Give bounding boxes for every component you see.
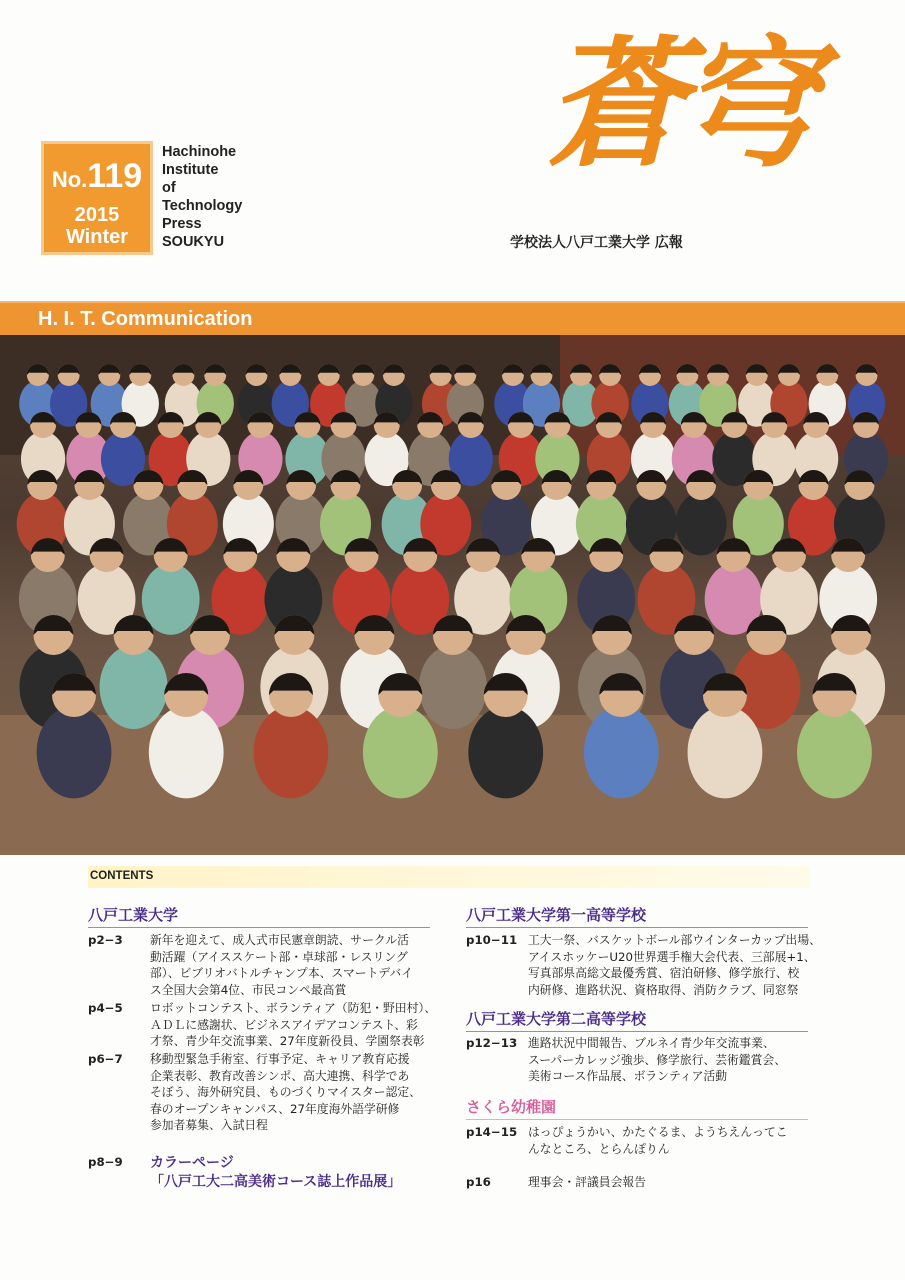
toc-entry[interactable] [88,932,413,998]
magazine-title: 蒼穹 [545,23,814,187]
page-number: p12−13 [466,1036,518,1050]
toc-entry[interactable] [466,1174,646,1191]
issue-season: Winter [65,226,129,248]
person-body [468,706,543,798]
toc-entry[interactable] [88,1154,401,1192]
section-banner [0,301,905,336]
entry-text: はっぴょうかい、かたぐるま、ようちえんってこ んなところ、とらんぽりん [528,1125,788,1156]
entry-text: 工大一祭、バスケットボール部ウインターカップ出場、 アイスホッケーU20世界選手権大会代表、三部展+1、 写真部県高総文最優秀賞、宿泊研修、修学旅行、校 内研修、進路状況、資格取得、消防クラブ、同窓祭 [528,933,821,997]
group-photo-illustration [0,335,905,855]
person-body [363,706,438,798]
contents-label: CONTENTS [90,870,154,882]
section-heading-kindergarten: さくら幼稚園 [466,1096,808,1120]
page-number: p14−15 [466,1125,518,1139]
press-name: Hachinohe Institute of Technology Press SOUKYU [162,144,243,250]
entry-text: 新年を迎えて、成人式市民憲章朗読、サークル活 動活躍（アイススケート部・卓球部・レスリング 部）、ビブリオバトルチャンプ本、スマートデバイ ス全国大会第4位、市民コンペ最高賞 [150,933,414,997]
toc-entry[interactable] [466,932,821,998]
person-body [584,706,659,798]
page-number: p8−9 [88,1155,123,1169]
page-number: p10−11 [466,933,518,947]
contents-bar [88,866,810,888]
entry-text: 理事会・評議員会報告 [528,1175,646,1189]
person-body [797,706,872,798]
person-body [688,706,763,798]
toc-entry[interactable] [466,1124,788,1157]
page-number: p4−5 [88,1001,123,1015]
person-body [254,706,329,798]
entry-text: 進路状況中間報告、ブルネイ青少年交流事業、 スーパーカレッジ強歩、修学旅行、芸術鑑賞会、 美術コース作品展、ボランティア活動 [528,1036,786,1084]
person-body [100,645,168,729]
group-photo [0,335,905,855]
person-body [676,493,727,556]
publisher-subtitle: 学校法人八戸工業大学 広報 [510,235,683,251]
page-number: p2−3 [88,933,123,947]
banner-text: H. I. T. Communication [38,308,253,330]
page-number: p16 [466,1175,491,1189]
entry-text: 移動型緊急手術室、行事予定、キャリア教育応援 企業表彰、教育改善シンポ、高大連携、科学であ そぼう、海外研究員、ものづくりマイスター認定、 春のオープンキャンパス、27年度海外語学研修 参加者募集、入試日程 [150,1052,421,1133]
entry-text: カラーページ 「八戸工大二高美術コース誌上作品展」 [150,1155,402,1190]
issue-badge [41,141,153,255]
section-heading-hs2: 八戸工業大学第二高等学校 [466,1008,808,1032]
entry-text: ロボットコンテスト、ボランティア（防犯・野田村）、 ＡＤＬに感謝状、ビジネスアイデアコンテスト、彩 才祭、青少年交流事業、27年度新役員、学園祭表彰 [150,1001,437,1049]
person-body [419,645,487,729]
toc-entry[interactable] [466,1035,786,1085]
toc-entry[interactable] [88,1000,436,1050]
person-body [142,564,200,635]
page-number: p6−7 [88,1052,123,1066]
person-body [37,706,112,798]
section-heading-hs1: 八戸工業大学第一高等学校 [466,904,808,928]
person-body [149,706,224,798]
section-heading-hit: 八戸工業大学 [88,904,430,928]
toc-entry[interactable] [88,1051,421,1134]
issue-number: No.119 [51,157,143,195]
issue-year: 2015 [74,204,120,226]
